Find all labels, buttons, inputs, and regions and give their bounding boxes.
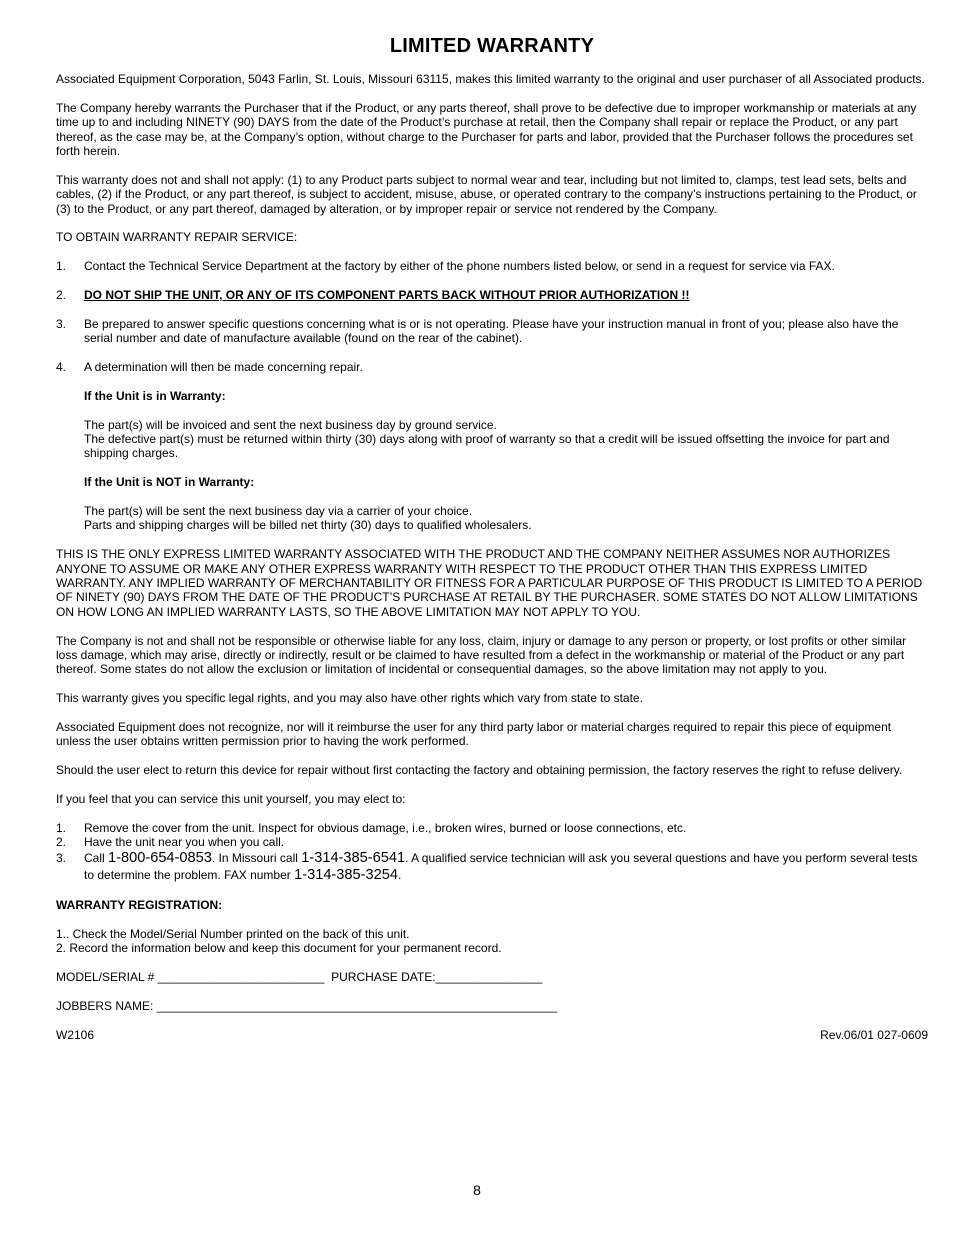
- document-footer: [56, 1028, 928, 1042]
- obtain-service-heading: TO OBTAIN WARRANTY REPAIR SERVICE:: [56, 230, 298, 245]
- not-in-warranty-heading: If the Unit is NOT in Warranty:: [84, 475, 255, 490]
- self-step-2: [56, 835, 928, 849]
- call-text: Call: [84, 850, 109, 865]
- call-end: .: [397, 867, 402, 882]
- not-in-warranty-line-1: The part(s) will be sent the next business day via a carrier of your choice.: [84, 504, 473, 519]
- registration-heading: WARRANTY REGISTRATION:: [56, 898, 223, 913]
- step-text: Be prepared to answer specific questions concerning what is or is not operating. Please have your instruction manual in front of you; please also have the serial number and date of manufacture available (found on the rear of the cabinet).: [84, 316, 899, 346]
- exclusions-paragraph: This warranty does not and shall not apply: (1) to any Product parts subject to normal wear and tear, including but not limited to, clamps, test lead sets, belts and cables, (2) if the Product, or any part thereof, is subject to accident, misuse, abuse, or operated contrary to the company’s instructions pertaining to the Product, or (3) to the Product, or any part thereof, damaged by alteration, or by improper repair or service not rendered by the Company.: [56, 172, 917, 216]
- jobbers-name-row: JOBBERS NAME: ____________________________________________________________: [56, 998, 558, 1013]
- in-warranty-line-2: The defective part(s) must be returned within thirty (30) days along with proof of warranty so that a credit will be issued offsetting the invoice for part and shipping charges.: [84, 432, 890, 461]
- step-text: Remove the cover from the unit. Inspect for obvious damage, i.e., broken wires, burned or loose connections, etc.: [84, 820, 687, 835]
- service-step-4: [56, 360, 928, 374]
- step-text-warning: DO NOT SHIP THE UNIT, OR ANY OF ITS COMPONENT PARTS BACK WITHOUT PRIOR AUTHORIZATION !!: [84, 288, 690, 303]
- legal-rights-paragraph: This warranty gives you specific legal rights, and you may also have other rights which vary from state to state.: [56, 691, 643, 706]
- step-number: 2.: [56, 835, 67, 850]
- registration-step-2: 2. Record the information below and keep this document for your permanent record.: [56, 941, 502, 956]
- self-step-1: [56, 821, 928, 835]
- step-number: 2.: [56, 288, 67, 303]
- not-in-warranty-section: [56, 475, 928, 533]
- warranty-document: [56, 34, 928, 1042]
- technician-text: . A qualified service technician will ask you several questions and have you perform several tests to determine the problem. FAX number: [84, 850, 918, 882]
- in-warranty-line-1: The part(s) will be invoiced and sent the next business day by ground service.: [84, 417, 497, 432]
- service-step-2: [56, 288, 928, 302]
- step-text: Contact the Technical Service Department at the factory by either of the phone numbers listed below, or send in a request for service via FAX.: [84, 259, 835, 274]
- liability-paragraph: The Company is not and shall not be responsible or otherwise liable for any loss, claim, injury or damage to any person or property, or lost profits or other similar loss damage, which may arise, directly or indirectly, result or be claimed to have resulted from a defect in the workmanship or material of the Product or any part thereof. Some states do not allow the exclusion or limitation of incidental or consequential damages, so the above limitation may not apply to you.: [56, 633, 907, 677]
- in-warranty-heading: If the Unit is in Warranty:: [84, 388, 226, 403]
- page-title: LIMITED WARRANTY: [389, 35, 595, 57]
- warranty-paragraph: The Company hereby warrants the Purchaser that if the Product, or any parts thereof, shall prove to be defective due to improper workmanship or materials at any time up to and including NINETY (90) DAYS from the date of the Product’s purchase at retail, then the Company shall repair or replace the Product, or any part thereof, as the case may be, at the Company’s option, without charge to the Purchaser for parts and labor, provided that the Purchaser follows the procedures set forth herein.: [56, 100, 917, 159]
- fax-number: 1-314-385-3254: [294, 866, 398, 883]
- step-text: Have the unit near you when you call.: [84, 835, 285, 850]
- registration-step-1: 1.. Check the Model/Serial Number printed on the back of this unit.: [56, 926, 410, 941]
- intro-paragraph: Associated Equipment Corporation, 5043 Farlin, St. Louis, Missouri 63115, makes this limited warranty to the original and user purchaser of all Associated products.: [56, 72, 925, 86]
- self-service-paragraph: If you feel that you can service this unit yourself, you may elect to:: [56, 792, 406, 807]
- phone-number-missouri: 1-314-385-6541: [301, 849, 406, 866]
- step-number: 3.: [56, 850, 67, 865]
- express-warranty-paragraph: THIS IS THE ONLY EXPRESS LIMITED WARRANTY ASSOCIATED WITH THE PRODUCT AND THE COMPANY NEITHER ASSUMES NOR AUTHORIZES ANYONE TO ASSUME OR MAKE ANY OTHER EXPRESS WARRANTY WITH RESPECT TO THE PRODUCT OTHER THAN THIS EXPRESS LIMITED WARRANTY. ANY IMPLIED WARRANTY OF MERCHANTABILITY OR FITNESS FOR A PARTICULAR PURPOSE OF THIS PRODUCT IS LIMITED TO A PERIOD OF NINETY (90) DAYS FROM THE DATE OF THE PRODUCT’S PURCHASE AT RETAIL BY THE PURCHASER. SOME STATES DO NOT ALLOW LIMITATIONS ON HOW LONG AN IMPLIED WARRANTY LASTS, SO THE ABOVE LIMITATION MAY NOT APPLY TO YOU.: [56, 547, 923, 619]
- step-text: A determination will then be made concerning repair.: [84, 360, 363, 375]
- page-number: 8: [473, 1182, 481, 1198]
- not-in-warranty-line-2: Parts and shipping charges will be billed net thirty (30) days to qualified wholesalers.: [84, 518, 532, 533]
- step-number: 4.: [56, 360, 67, 375]
- step-number: 1.: [56, 820, 67, 835]
- form-code: W2106: [56, 1027, 95, 1042]
- in-warranty-section: [56, 389, 928, 461]
- model-serial-row: MODEL/SERIAL # _________________________ PURCHASE DATE:________________: [56, 970, 543, 985]
- not-in-warranty-text: [84, 504, 928, 533]
- third-party-paragraph: Associated Equipment does not recognize, nor will it reimburse the user for any third party labor or material charges required to repair this piece of equipment unless the user obtains written permission prior to having the work performed.: [56, 720, 892, 749]
- revision-code: Rev.06/01 027-0609: [820, 1027, 928, 1042]
- step-number: 1.: [56, 259, 67, 274]
- missouri-text: . In Missouri call: [211, 850, 302, 865]
- service-step-1: [56, 259, 928, 273]
- step-number: 3.: [56, 316, 67, 331]
- service-step-3: [56, 317, 928, 346]
- return-paragraph: Should the user elect to return this device for repair without first contacting the factory and obtaining permission, the factory reserves the right to refuse delivery.: [56, 763, 903, 778]
- registration-steps: [56, 927, 928, 956]
- phone-number-tollfree: 1-800-654-0853: [108, 849, 212, 866]
- self-step-3: [56, 850, 928, 884]
- in-warranty-text: [84, 418, 928, 461]
